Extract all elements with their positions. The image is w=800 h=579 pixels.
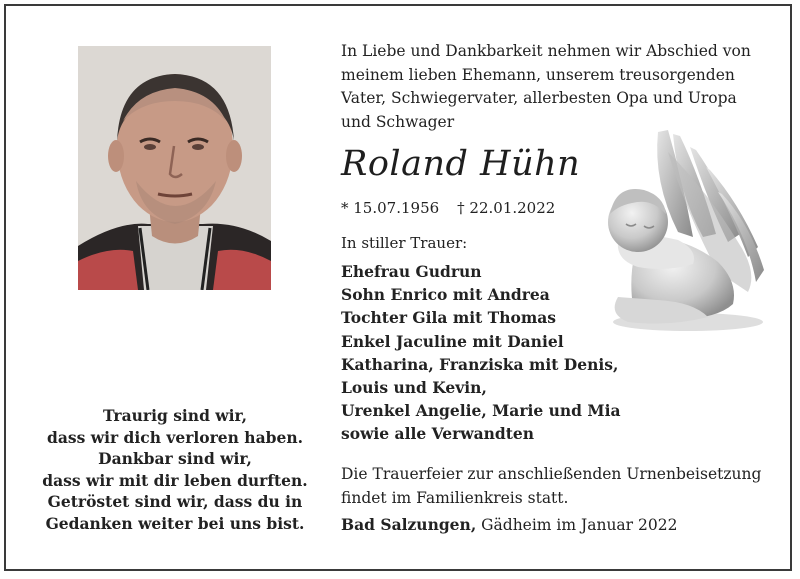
intro-line: und Schwager: [341, 112, 455, 131]
intro-line: meinem lieben Ehemann, unserem treusorgenden: [341, 65, 735, 84]
poem-line: dass wir mit dir leben durften.: [42, 470, 308, 490]
birth-date: * 15.07.1956: [341, 199, 440, 217]
mourners-heading: In stiller Trauer:: [341, 234, 468, 252]
mourner-line: Enkel Jaculine mit Daniel: [341, 331, 564, 351]
poem-line: Gedanken weiter bei uns bist.: [45, 513, 305, 533]
poem-line: Traurig sind wir,: [103, 406, 247, 425]
mourner-line: sowie alle Verwandten: [341, 424, 535, 444]
life-dates: [341, 199, 555, 217]
intro-line: Vater, Schwiegervater, allerbesten Opa und Uropa: [341, 89, 737, 107]
place-bold: Bad Salzungen,: [341, 515, 477, 534]
service-line: findet im Familienkreis statt.: [341, 488, 569, 507]
poem-line: Getröstet sind wir, dass du in: [47, 492, 303, 511]
service-info: [341, 463, 761, 510]
mourner-line: Urenkel Angelie, Marie und Mia: [341, 401, 621, 421]
mourners-list: [341, 260, 621, 446]
intro-line: In Liebe und Dankbarkeit nehmen wir Abschied von: [341, 42, 751, 60]
death-date: † 22.01.2022: [457, 199, 556, 217]
service-line: Die Trauerfeier zur anschließenden Urnenbeisetzung: [341, 465, 762, 483]
poem-line: dass wir dich verloren haben.: [47, 427, 303, 447]
place-rest: Gädheim im Januar 2022: [476, 516, 678, 534]
farewell-intro: [341, 40, 771, 134]
poem: [40, 405, 310, 534]
portrait-photo: [78, 46, 271, 290]
poem-line: Dankbar sind wir,: [98, 449, 252, 468]
mourner-line: Sohn Enrico mit Andrea: [341, 285, 550, 305]
mourner-line: Louis und Kevin,: [341, 378, 487, 398]
mourner-line: Tochter Gila mit Thomas: [341, 308, 556, 328]
deceased-name: Roland Hühn: [341, 144, 581, 184]
angel-figure: [598, 122, 768, 337]
mourner-line: Katharina, Franziska mit Denis,: [341, 354, 619, 374]
place-date: [341, 515, 677, 534]
mourner-line: Ehefrau Gudrun: [341, 262, 482, 281]
